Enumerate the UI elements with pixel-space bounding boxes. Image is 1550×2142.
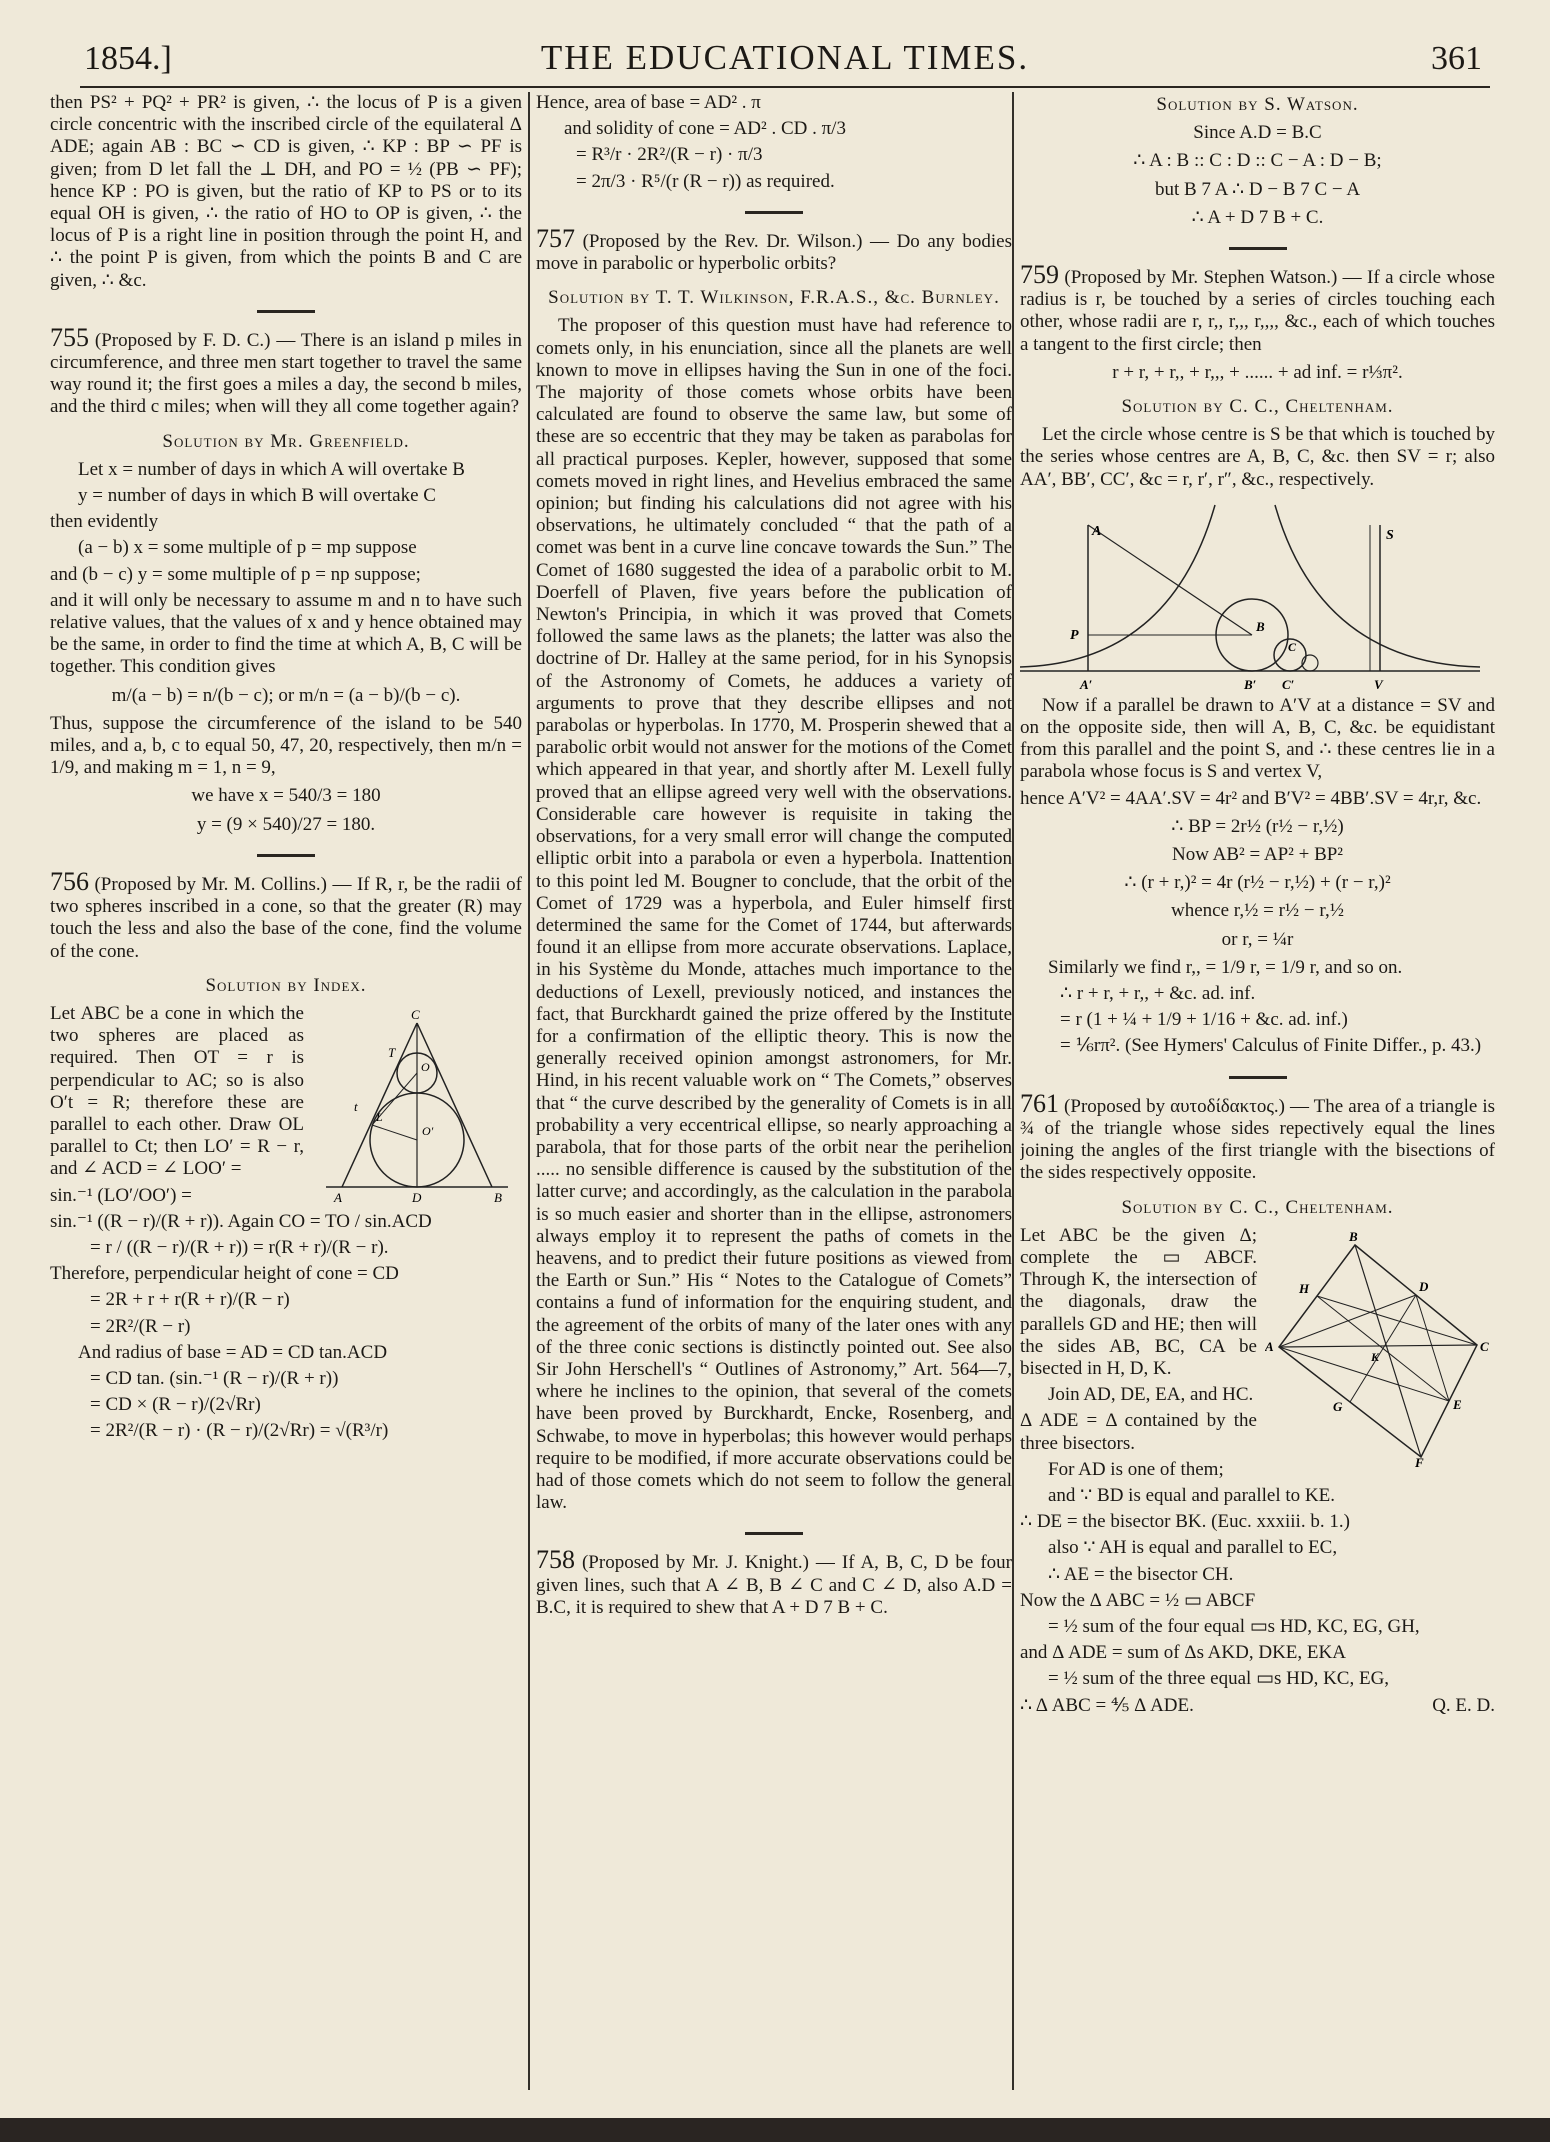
solution-line: ∴ DE = the bisector BK. (Euc. xxxiii. b. 1.) xyxy=(1020,1511,1350,1533)
column-1 xyxy=(50,92,522,2102)
solution-line xyxy=(1020,1695,1495,1717)
question-759 xyxy=(1020,260,1495,356)
fig-label: G xyxy=(1333,1398,1343,1414)
separator xyxy=(1229,247,1287,250)
fig-label: A xyxy=(334,1189,342,1205)
solution-line: ∴ A : B :: C : D :: C − A : D − B; xyxy=(1133,150,1382,172)
question-756 xyxy=(50,866,522,963)
solution-line: then evidently xyxy=(50,511,159,533)
question-text: (Proposed by F. D. C.) — There is an island p miles in circumference, and three men start together to travel the same way round it; the first goes a miles a day, the second b miles, and the third c miles; when will they all come together again? xyxy=(50,329,522,418)
header-page-number: 361 xyxy=(1431,40,1482,77)
fig-label: t xyxy=(354,1098,358,1114)
question-761 xyxy=(1020,1088,1495,1185)
separator xyxy=(257,854,315,857)
column-3 xyxy=(1020,92,1495,2102)
equation: ∴ r + r, + r,, + &c. ad. inf. xyxy=(1060,983,1256,1005)
solution-line: Let x = number of days in which A will overtake B xyxy=(78,458,465,480)
solution-line: and Δ ADE = sum of Δs AKD, DKE, EKA xyxy=(1020,1642,1346,1664)
separator xyxy=(257,310,315,313)
question-755 xyxy=(50,322,522,419)
header-title: THE EDUCATIONAL TIMES. xyxy=(540,38,1030,77)
equation: = R³/r · 2R²/(R − r) · π/3 xyxy=(576,144,763,166)
equation: Now AB² = AP² + BP² xyxy=(1171,844,1344,866)
fig-label: K xyxy=(1371,1349,1380,1364)
question-text: (Proposed by Mr. M. Collins.) — If R, r, be the radii of two spheres inscribed in a cone, so that the greater (R) may touch the less and also the base of the cone, find the volume of the cone. xyxy=(50,873,522,962)
fig-label: O xyxy=(421,1059,430,1074)
solution-paragraph: hence A′V² = 4AA′.SV = 4r² and B′V² = 4BB′.SV = 4r,r, &c. xyxy=(1020,787,1482,809)
column-rule-left xyxy=(528,92,530,2090)
fig-label: T xyxy=(388,1044,396,1060)
question-text: (Proposed by Mr. Stephen Watson.) — If a circle whose radius is r, be touched by a series of circles touching each other, whose radii are r, r,, r,,, r,,,, &c., each of which touches a tangent to the first circle; then xyxy=(1020,267,1495,355)
fig-label: F xyxy=(1415,1454,1424,1467)
fig-label: C xyxy=(1480,1338,1489,1354)
separator xyxy=(745,1532,803,1535)
page-header xyxy=(80,34,1490,88)
solution-line: Similarly we find r,, = 1/9 r, = 1/9 r, and so on. xyxy=(1048,956,1403,978)
fig-label: B xyxy=(1349,1228,1358,1244)
cone-diagram xyxy=(312,1005,522,1205)
equation: = CD × (R − r)/(2√Rr) xyxy=(90,1394,261,1416)
question-758 xyxy=(536,1545,1012,1619)
equation: ∴ (r + r,)² = 4r (r½ − r,½) + (r − r,)² xyxy=(1124,872,1391,894)
solution-line: = ½ sum of the three equal ▭s HD, KC, EG, xyxy=(1048,1668,1390,1690)
solution-paragraph: Let ABC be the given Δ; complete the ▭ ABCF. Through K, the intersection of the diagonals, draw the parallels GD and HE; then will the sides AB, BC, CA be bisected in H, D, K. xyxy=(1020,1224,1257,1379)
question-number: 756 xyxy=(50,866,89,896)
equation: = ⅙rπ². (See Hymers' Calculus of Finite Differ., p. 43.) xyxy=(1060,1035,1482,1057)
solution-paragraph: Let the circle whose centre is S be that which is touched by the series whose centres are A, B, C, &c. then SV = r; also AA′, BB′, CC′, &c = r, r′, r″, &c., respectively. xyxy=(1020,424,1495,490)
question-text: (Proposed by αυτοδίδακτος.) — The area of a triangle is ¾ of the triangle whose sides repectively equal the lines joining the angles of the first triangle with the bisections of the sides respectively opposite. xyxy=(1020,1095,1495,1184)
question-number: 761 xyxy=(1020,1088,1059,1118)
equation: = 2R + r + r(R + r)/(R − r) xyxy=(90,1289,290,1311)
fig-label: O′ xyxy=(422,1123,434,1138)
solution-line: also ∵ AH is equal and parallel to EC, xyxy=(1048,1537,1338,1559)
header-year: 1854.] xyxy=(84,40,172,77)
fig-label: S xyxy=(1386,527,1394,543)
solution-line: Δ ADE = Δ contained by the three bisectors. xyxy=(1020,1410,1257,1454)
solution-line: And radius of base = AD = CD tan.ACD xyxy=(78,1341,388,1363)
equation: we have x = 540/3 = 180 xyxy=(191,785,381,807)
equation: sin.⁻¹ ((R − r)/(R + r)). Again CO = TO / sin.ACD xyxy=(50,1210,432,1232)
solution-line: Therefore, perpendicular height of cone = CD xyxy=(50,1263,399,1285)
equation: whence r,½ = r½ − r,½ xyxy=(1171,900,1344,922)
separator xyxy=(1229,1076,1287,1079)
equation: ∴ BP = 2r½ (r½ − r,½) xyxy=(1171,815,1344,837)
fig-label: H xyxy=(1299,1280,1310,1296)
parallelogram-diagram xyxy=(1265,1227,1495,1467)
fig-label: P xyxy=(1070,627,1079,643)
solution-paragraph: and it will only be necessary to assume m and n to have such relative values, that the values of x and y hence obtained may be the same, in order to find the time at which A, B, C will be together. This condition gives xyxy=(50,589,522,678)
fig-label: A xyxy=(1092,523,1102,539)
question-number: 755 xyxy=(50,322,89,352)
fig-label: V xyxy=(1374,676,1383,692)
solution-line: but B 7 A ∴ D − B 7 C − A xyxy=(1154,178,1361,200)
fig-label: C′ xyxy=(1282,676,1295,692)
intro-paragraph: then PS² + PQ² + PR² is given, ∴ the locus of P is a given circle concentric with the inscribed circle of the equilateral Δ ADE; again AB : BC ∽ CD is given, ∴ KP : BP ∽ PF is given; from D let fall the ⊥ DH, and PO = ½ (PB ∽ PF); hence KP : PO is given, but the ratio of KP to PS or to its equal OH is given, ∴ the ratio of HO to OP is given, ∴ the locus of P is a right line in position through the point H, and ∴ the point P is given, from which the points B and C are given, ∴ &c. xyxy=(50,92,522,291)
solution-line: ∴ AE = the bisector CH. xyxy=(1048,1563,1234,1585)
fig-label: C xyxy=(411,1006,420,1022)
solution-heading: Solution by T. T. Wilkinson, F.R.A.S., &c. Burnley. xyxy=(548,287,1000,309)
solution-paragraph: The proposer of this question must have had reference to comets only, in his enunciation, since all the planets are well known to move in ellipses having the Sun in one of the foci. The majority of those comets whose orbits have been calculated are found to observe the same law, but some of these are so eccentric that they may be taken as parabolas for all practical purposes. Kepler, however, supposed that some comets moved in right lines, and Hevelius embraced the same opinion; but finding his calculations did not agree with his observations, he ultimately concluded “ that the path of a comet was bent in a curve line concave towards the Sun.” The Comet of 1680 suggested the idea of a parabolic orbit to M. Doerfell of Plaven, five years before the publication of Newton's Principia, in which it was proved that Comets followed the same laws as the planets; the latter was also the doctrine of Dr. Halley at the same period, for in his Synopsis of the Astronomy of Comets, he adduces a variety of arguments to prove that they describe ellipses and not parabolas or hyperbolas. In 1770, M. Prosperin shewed that a parabolic orbit would not answer for the motions of the Comet which appeared in that year, and shortly after M. Lexell fully proved that an ellipse agreed very well with the observations. Considerable care however is requisite in taking the observations, for a very small error will change the computed elliptic orbit into a parabola or even a hyperbola. Inattention to this point led M. Bougner to conclude, that the orbit of the Comet of 1729 was a hyperbola, and Euler himself first determined the same for the Comet of 1744, but afterwards found it an ellipse from more accurate observations. Laplace, in his Système du Monde, attaches much importance to the deductions of Lexell, previously noticed, and instances the fact, that Burckhardt gained the prize offered by the Institute for a confirmation of the elliptic theory. This is now the generally received opinion amongst astronomers, for Mr. Hind, in his recent valuable work on “ The Comets,” observes that “ the curve described by the generality of Comets is in all probability a very eccentrical ellipse, so nearly approaching a parabola, that for those parts of the orbit near the perihelion ..... no sensible difference is caused by the substitution of the latter curve; and accordingly, as the calculation in the parabola is so much easier and shorter than in the ellipse, astronomers always employ it to represent the paths of comets in the heavens, and to predict their future positions as viewed from the Earth or Sun.” His “ Notes to the Catalogue of Comets” contains a fund of information for the enquiring student, and the agreement of the orbits of many of the later ones with any of the three conic sections is distinctly pointed out. See also Sir John Herschell's “ Outlines of Astronomy,” Art. 564—7, where he inclines to the opinion, that several of the comets have been proved by Burckhardt, Encke, Rosenberg, and Schwabe, to move in hyperbolas; this however would perhaps require to be modified, if more accurate observations could be had of those comets which do not seem to follow the general law. xyxy=(536,315,1012,1514)
solution-heading: Solution by S. Watson. xyxy=(1156,94,1359,115)
solution-line: Since A.D = B.C xyxy=(1193,122,1322,144)
equation: or r, = ¼r xyxy=(1221,928,1294,950)
question-text: (Proposed by Mr. J. Knight.) — If A, B, C, D be four given lines, such that A ∠ B, B ∠ C and C ∠ D, also A.D = B.C, it is required to shew that A + D 7 B + C. xyxy=(536,1552,1012,1618)
solution-paragraph: Now if a parallel be drawn to A′V at a distance = SV and on the opposite side, then will A, B, C, &c. be equidistant from this parallel and the point S, and ∴ these centres lie in a parabola whose focus is S and vertex V, xyxy=(1020,694,1495,783)
solution-line: For AD is one of them; xyxy=(1048,1458,1224,1480)
solution-line: ∴ A + D 7 B + C. xyxy=(1191,206,1324,228)
solution-line: (a − b) x = some multiple of p = mp suppose xyxy=(78,537,417,559)
fig-label: E xyxy=(1453,1396,1462,1412)
separator xyxy=(745,211,803,214)
conclusion: ∴ Δ ABC = ⅘ Δ ADE. xyxy=(1020,1694,1194,1716)
equation: = 2π/3 · R⁵/(r (R − r)) as required. xyxy=(576,170,835,192)
equation: y = (9 × 540)/27 = 180. xyxy=(196,813,376,835)
solution-paragraph: Let ABC be a cone in which the two spheres are placed as required. Then OT = r is perpendicular to AC; so is also O′t = R; therefore these are parallel to each other. Draw OL parallel to Ct; then LO′ = R − r, and ∠ ACD = ∠ LOO′ = xyxy=(50,1002,304,1180)
equation: and solidity of cone = AD² . CD . π/3 xyxy=(564,118,846,140)
question-number: 759 xyxy=(1020,260,1059,290)
solution-heading: Solution by Mr. Greenfield. xyxy=(162,430,410,452)
solution-line: Now the Δ ABC = ½ ▭ ABCF xyxy=(1020,1589,1256,1611)
fig-label: D xyxy=(1419,1278,1429,1294)
qed: Q. E. D. xyxy=(1432,1694,1495,1716)
fig-label: C xyxy=(1288,639,1297,654)
equation: = 2R²/(R − r) xyxy=(90,1315,191,1337)
equation: = 2R²/(R − r) · (R − r)/(2√Rr) = √(R³/r) xyxy=(90,1420,389,1442)
solution-heading: Solution by C. C., Cheltenham. xyxy=(1121,1196,1394,1218)
solution-heading: Solution by Index. xyxy=(205,974,367,996)
column-2 xyxy=(536,92,1012,2102)
question-number: 758 xyxy=(536,1545,575,1575)
solution-line: = ½ sum of the four equal ▭s HD, KC, EG, GH, xyxy=(1048,1615,1420,1637)
equation: m/(a − b) = n/(b − c); or m/n = (a − b)/(b − c). xyxy=(111,684,461,706)
fig-label: B xyxy=(494,1189,502,1205)
equation: = r / ((R − r)/(R + r)) = r(R + r)/(R − r). xyxy=(90,1236,389,1258)
solution-paragraph: Thus, suppose the circumference of the island to be 540 miles, and a, b, c to equal 50, 47, 20, respectively, then m/n = 1/9, and making m = 1, n = 9, xyxy=(50,712,522,779)
fig-label: D xyxy=(412,1189,422,1205)
fig-label: A xyxy=(1265,1338,1274,1354)
question-number: 757 xyxy=(536,223,575,253)
parabola-circles-diagram xyxy=(1020,495,1490,695)
fig-label: L xyxy=(376,1109,383,1124)
equation: sin.⁻¹ (LO′/OO′) = xyxy=(50,1184,192,1206)
solution-heading: Solution by C. C., Cheltenham. xyxy=(1121,396,1394,418)
fig-label: A′ xyxy=(1080,676,1093,692)
equation: r + r, + r,, + r,,, + ...... + ad inf. = r⅓π². xyxy=(1112,361,1403,383)
fig-label: B xyxy=(1256,618,1265,634)
page-bottom-edge xyxy=(0,2118,1550,2142)
solution-line: and ∵ BD is equal and parallel to KE. xyxy=(1048,1484,1335,1506)
question-text: (Proposed by the Rev. Dr. Wilson.) — Do any bodies move in parabolic or hyperbolic orbits? xyxy=(536,230,1012,275)
question-757 xyxy=(536,223,1012,275)
column-rule-right xyxy=(1012,92,1014,2090)
solution-line: and (b − c) y = some multiple of p = np suppose; xyxy=(50,563,421,585)
fig-label: B′ xyxy=(1244,676,1257,692)
solution-line: Hence, area of base = AD² . π xyxy=(536,92,761,113)
equation: = r (1 + ¼ + 1/9 + 1/16 + &c. ad. inf.) xyxy=(1060,1009,1348,1031)
solution-line: y = number of days in which B will overtake C xyxy=(78,485,436,507)
equation: = CD tan. (sin.⁻¹ (R − r)/(R + r)) xyxy=(90,1367,339,1389)
solution-line: Join AD, DE, EA, and HC. xyxy=(1048,1384,1254,1406)
